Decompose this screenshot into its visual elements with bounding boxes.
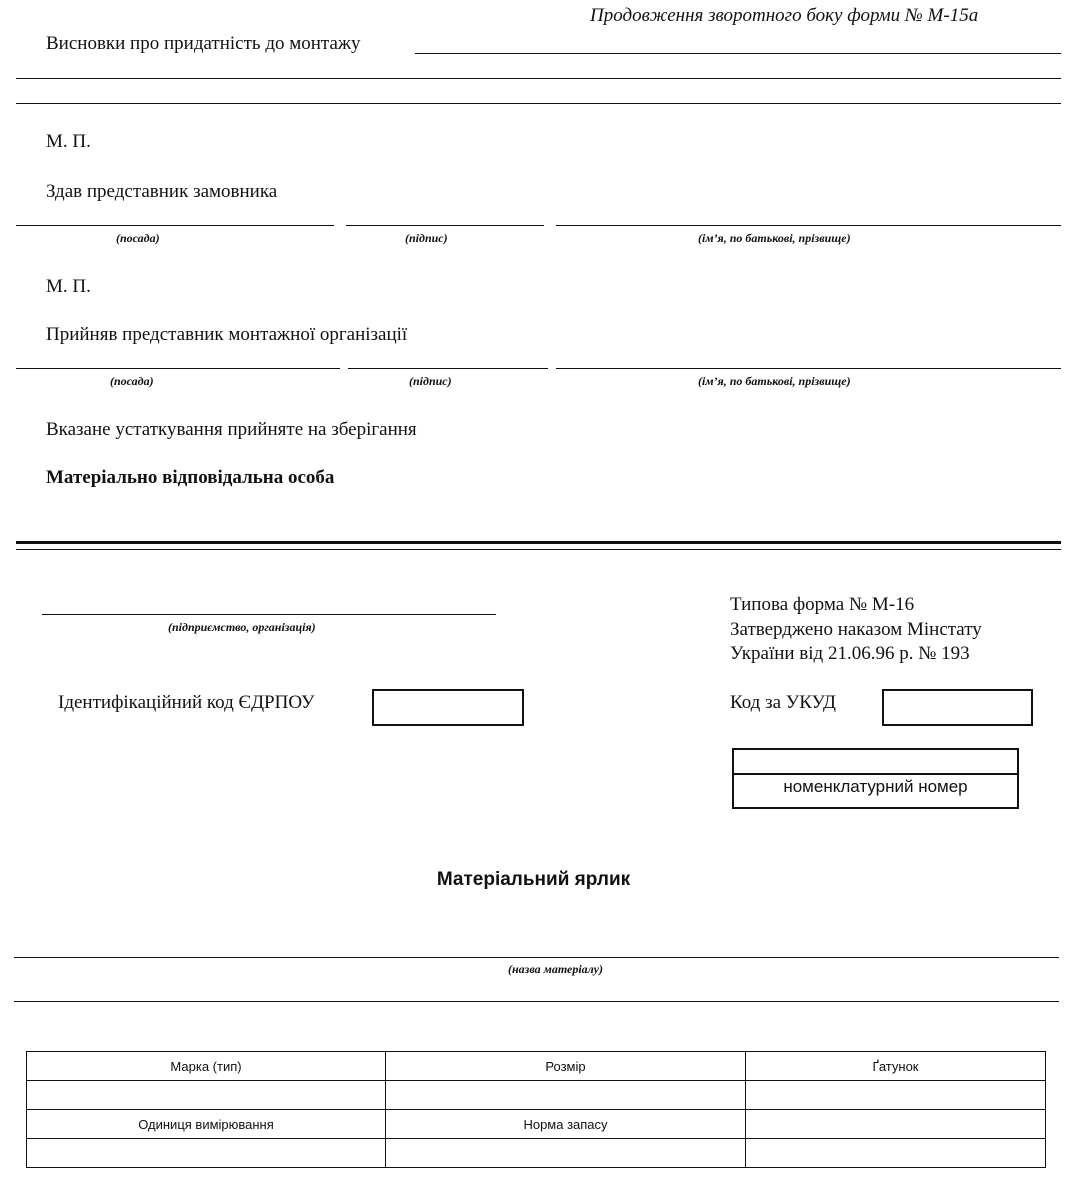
cell-brand-value[interactable] [27, 1081, 386, 1110]
col-header-unit: Одиниця вимірювання [27, 1110, 386, 1139]
nomenclature-label: номенклатурний номер [783, 777, 968, 796]
caption-position: (посада) [116, 231, 160, 245]
cell-unit-value[interactable] [27, 1139, 386, 1168]
material-caption: (назва матеріалу) [508, 962, 603, 976]
accepted-fullname-line[interactable] [556, 368, 1061, 369]
form-info-line3: України від 21.06.96 р. № 193 [730, 643, 970, 664]
caption-signature-2: (підпис) [409, 374, 452, 388]
conclusion-line-3[interactable] [16, 103, 1061, 104]
form-continuation-note: Продовження зворотного боку форми № М-15а [590, 5, 979, 26]
handed-fullname-line[interactable] [556, 225, 1061, 226]
form-info-line1: Типова форма № М-16 [730, 594, 915, 615]
handed-position-line[interactable] [16, 225, 334, 226]
col-header-grade: Ґатунок [746, 1052, 1046, 1081]
table-row [27, 1110, 1046, 1139]
material-table [26, 1051, 1046, 1168]
accepted-position-line[interactable] [16, 368, 340, 369]
stamp-place-2: М. П. [46, 276, 91, 297]
accepted-by-label: Прийняв представник монтажної організації [46, 324, 408, 345]
cell-extra-value[interactable] [746, 1139, 1046, 1168]
form-info-line2: Затверджено наказом Мінстату [730, 619, 982, 640]
conclusion-label: Висновки про придатність до монтажу [46, 33, 361, 54]
table-row [27, 1139, 1046, 1168]
ukud-label: Код за УКУД [730, 692, 837, 713]
col-header-empty [746, 1110, 1046, 1139]
edrpou-code-field[interactable] [372, 689, 524, 726]
col-header-brand: Марка (тип) [27, 1052, 386, 1081]
table-row [27, 1081, 1046, 1110]
edrpou-label: Ідентифікаційний код ЄДРПОУ [58, 692, 315, 713]
ukud-code-field[interactable] [882, 689, 1033, 726]
cell-size-value[interactable] [386, 1081, 746, 1110]
handed-signature-line[interactable] [346, 225, 544, 226]
table-row [27, 1052, 1046, 1081]
cell-grade-value[interactable] [746, 1081, 1046, 1110]
storage-note: Вказане устаткування прийняте на зберігання [46, 419, 417, 440]
section-separator-top [16, 541, 1061, 544]
stamp-place-1: М. П. [46, 131, 91, 152]
cell-stock-norm-value[interactable] [386, 1139, 746, 1168]
conclusion-line-2[interactable] [16, 78, 1061, 79]
col-header-size: Розмір [386, 1052, 746, 1081]
conclusion-line[interactable] [415, 53, 1061, 54]
caption-signature: (підпис) [405, 231, 448, 245]
handed-by-label: Здав представник замовника [46, 181, 278, 202]
col-header-stock-norm: Норма запасу [386, 1110, 746, 1139]
caption-fullname: (ім’я, по батькові, прізвище) [698, 231, 851, 245]
accepted-signature-line[interactable] [348, 368, 548, 369]
responsible-person-label: Матеріально відповідальна особа [46, 467, 335, 488]
material-name-line-2[interactable] [14, 1001, 1059, 1002]
nomenclature-number-field[interactable] [734, 750, 1017, 775]
material-name-line[interactable] [14, 957, 1059, 958]
caption-fullname-2: (ім’я, по батькові, прізвище) [698, 374, 851, 388]
organization-line[interactable] [42, 614, 496, 615]
nomenclature-box [732, 748, 1019, 809]
organization-caption: (підприємство, організація) [168, 620, 316, 634]
section-separator-bottom [16, 549, 1061, 550]
caption-position-2: (посада) [110, 374, 154, 388]
document-title: Матеріальний ярлик [436, 869, 631, 890]
